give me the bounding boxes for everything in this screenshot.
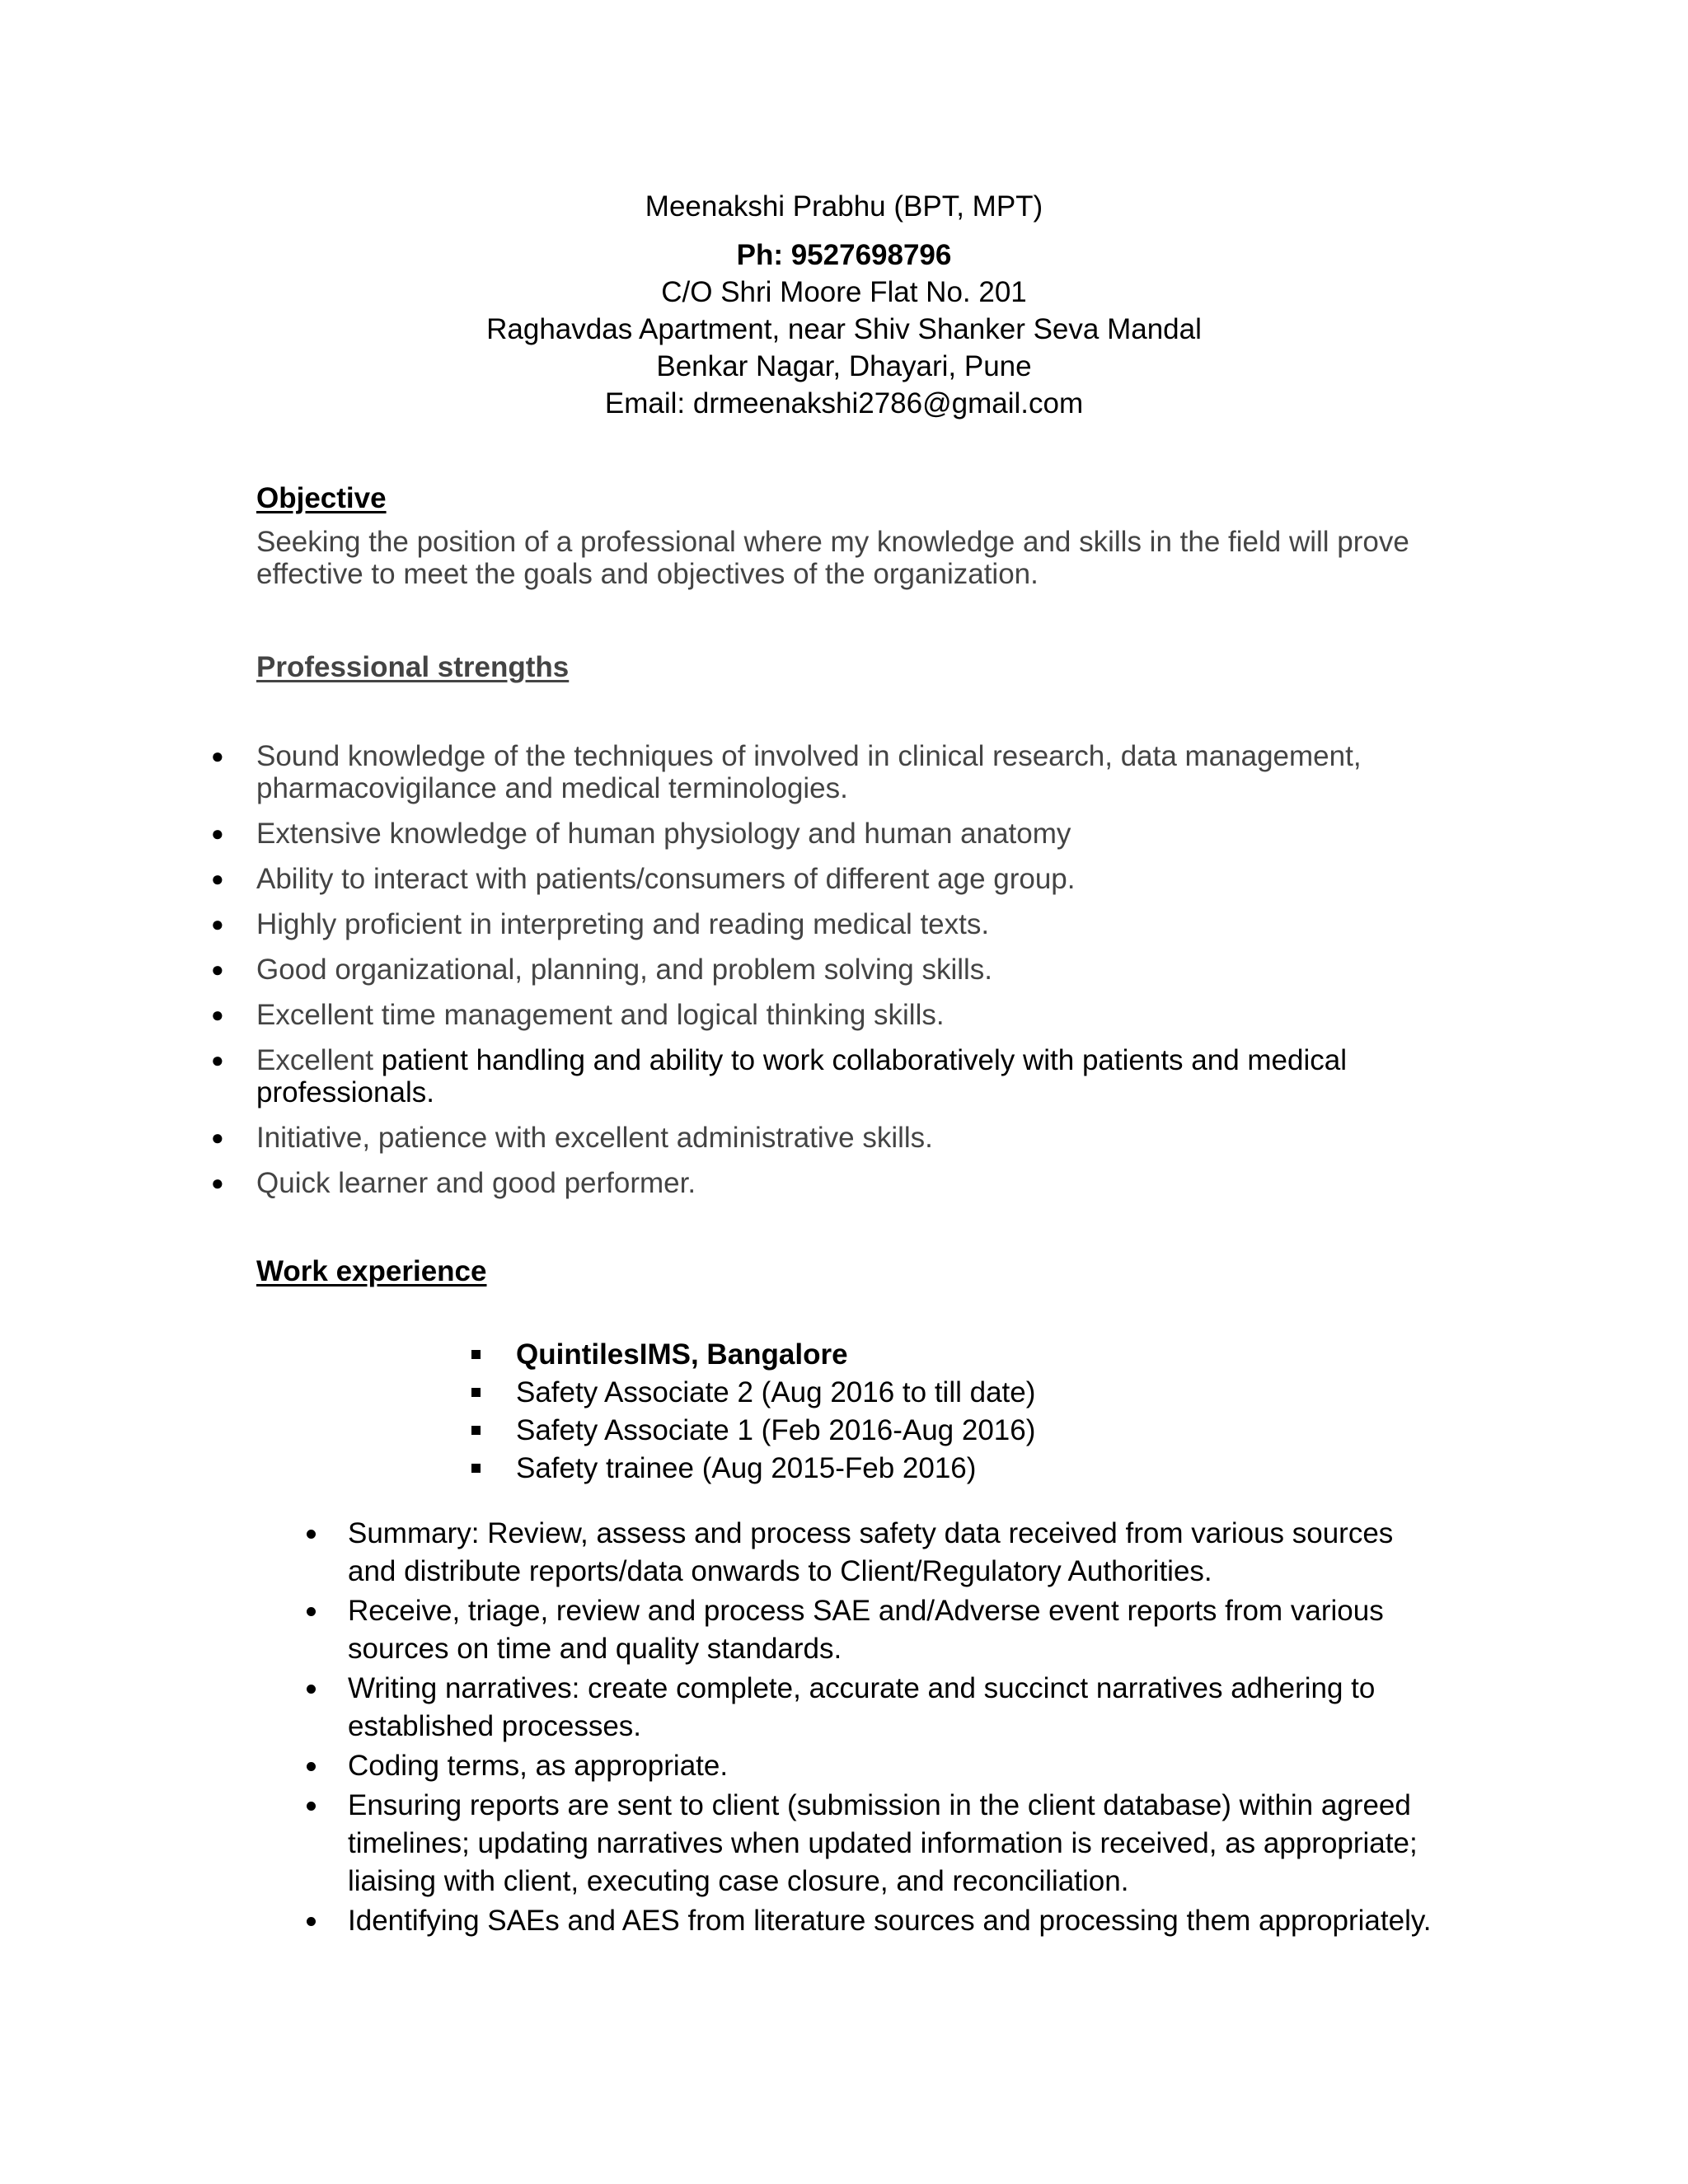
bullet-icon [307,1530,316,1539]
bullet-icon [307,1917,316,1926]
list-item: Receive, triage, review and process SAE and/Adverse event reports from various sources on time and quality standards. [302,1592,1439,1668]
job-list [470,1336,1035,1488]
list-item: ● Good organizational, planning, and problem solving skills. [211,954,993,986]
square-bullet-icon [471,1388,481,1397]
bullet-icon: ● [211,957,224,982]
address-line: C/O Shri Moore Flat No. 201 [661,276,1027,308]
objective-heading: Objective [256,482,387,514]
company-name: QuintilesIMS, Bangalore [470,1336,1035,1374]
square-bullet-icon [471,1464,481,1473]
bullet-icon: ● [211,1125,224,1150]
strengths-list [211,740,1431,1212]
list-item: ● Quick learner and good performer. [211,1167,696,1199]
square-bullet-icon [471,1426,481,1435]
bullet-icon: ● [211,1170,224,1195]
objective-text: Seeking the position of a professional where my knowledge and skills in the field will prove effective to meet the goals and objectives of the organization. [256,526,1409,590]
list-item: Summary: Review, assess and process safety data received from various sources and distribute reports/data onwards to Client/Regulatory Authorities. [302,1515,1439,1591]
list-item: ● Sound knowledge of the techniques of involved in clinical research, data management, pharmacovigilance and medical terminologies. [211,740,1362,804]
bullet-icon [307,1802,316,1811]
phone-number: Ph: 9527698796 [736,239,952,271]
duties-list [302,1515,1439,1942]
list-item: ● Highly proficient in interpreting and reading medical texts. [211,908,990,940]
list-item: ● Initiative, patience with excellent administrative skills. [211,1122,933,1154]
experience-heading: Work experience [256,1255,487,1287]
list-item: Identifying SAEs and AES from literature sources and processing them appropriately. [302,1902,1439,1940]
list-item: Safety Associate 2 (Aug 2016 to till date) [470,1374,1035,1412]
bullet-icon: ● [211,1002,224,1027]
list-item: ● Excellent patient handling and ability to work collaboratively with patients and medical professionals. [211,1044,1347,1108]
bullet-icon: ● [211,743,224,768]
strengths-heading: Professional strengths [256,651,570,683]
bullet-icon [307,1762,316,1771]
bullet-icon [307,1607,316,1616]
bullet-icon: ● [211,1047,224,1072]
resume-header [0,188,1688,422]
list-item: ● Ability to interact with patients/consumers of different age group. [211,863,1076,895]
candidate-name: Meenakshi Prabhu (BPT, MPT) [645,190,1043,223]
list-item: Safety trainee (Aug 2015-Feb 2016) [470,1450,1035,1488]
bullet-icon [307,1685,316,1694]
list-item: Coding terms, as appropriate. [302,1747,1439,1785]
square-bullet-icon [471,1350,481,1359]
bullet-icon: ● [211,821,224,846]
list-item: Ensuring reports are sent to client (submission in the client database) within agreed timelines; updating narratives when updated information is received, as appropriate; liaising with client, executing case closure, and reconciliation. [302,1787,1439,1900]
address-line: Benkar Nagar, Dhayari, Pune [656,350,1032,382]
list-item: ● Excellent time management and logical thinking skills. [211,999,945,1031]
bullet-icon: ● [211,866,224,891]
address-line: Raghavdas Apartment, near Shiv Shanker Seva Mandal [486,313,1202,345]
list-item: ● Extensive knowledge of human physiology and human anatomy [211,818,1071,850]
bullet-icon: ● [211,912,224,936]
email-address: Email: drmeenakshi2786@gmail.com [604,387,1084,419]
list-item: Safety Associate 1 (Feb 2016-Aug 2016) [470,1412,1035,1450]
list-item: Writing narratives: create complete, accurate and succinct narratives adhering to established processes. [302,1670,1439,1746]
